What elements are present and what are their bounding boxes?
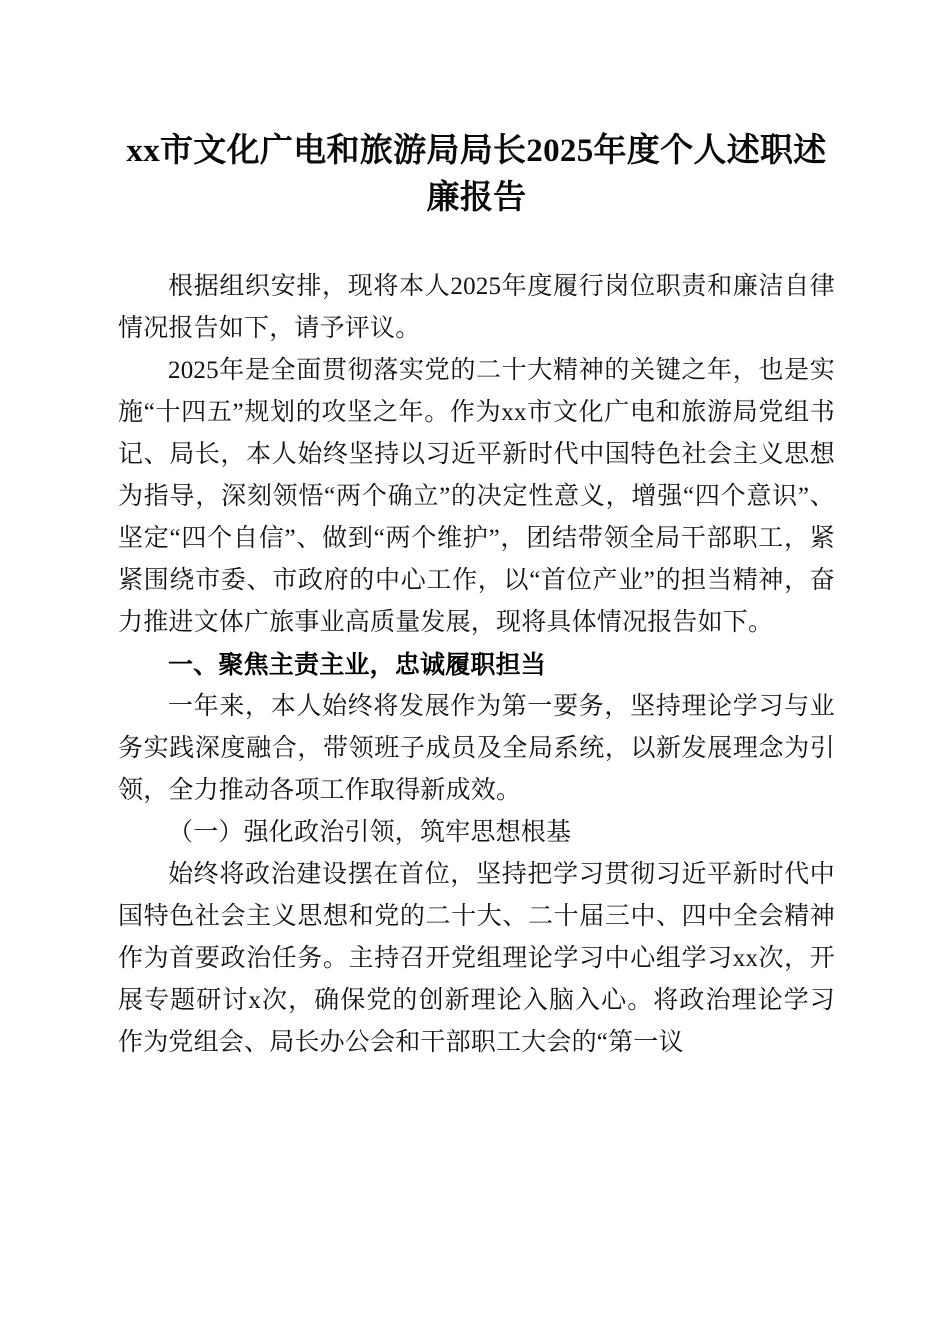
paragraph-section-one-intro: 一年来，本人始终将发展作为第一要务，坚持理论学习与业务实践深度融合，带领班子成员及全局系统，以新发展理念为引领，全力推动各项工作取得新成效。	[118, 693, 835, 804]
page-title: xx市文化广电和旅游局局长2025年度个人述职述廉报告	[126, 133, 827, 216]
section-heading-one: 一、聚焦主责主业，忠诚履职担当	[168, 650, 547, 679]
title-spacer	[118, 222, 835, 266]
document-content	[118, 0, 835, 1064]
subheading-one-one: （一）强化政治引领，筑牢思想根基	[168, 819, 572, 846]
paragraph-opening: 根据组织安排，现将本人2025年度履行岗位职责和廉洁自律情况报告如下，请予评议。	[118, 273, 835, 342]
paragraph-political-leadership: 始终将政治建设摆在首位，坚持把学习贯彻习近平新时代中国特色社会主义思想和党的二十大、二十届三中、四中全会精神作为首要政治任务。主持召开党组理论学习中心组学习xx次，开展专题研讨x次，确保党的创新理论入脑入心。将政治理论学习作为党组会、局长办公会和干部职工大会的“第一议	[118, 861, 835, 1056]
paragraph-background: 2025年是全面贯彻落实党的二十大精神的关键之年，也是实施“十四五”规划的攻坚之年。作为xx市文化广电和旅游局党组书记、局长，本人始终坚持以习近平新时代中国特色社会主义思想为指导，深刻领悟“两个确立”的决定性意义，增强“四个意识”、坚定“四个自信”、做到“两个维护”，团结带领全局干部职工，紧紧围绕市委、市政府的中心工作，以“首位产业”的担当精神，奋力推进文体广旅事业高质量发展，现将具体情况报告如下。	[118, 357, 835, 636]
